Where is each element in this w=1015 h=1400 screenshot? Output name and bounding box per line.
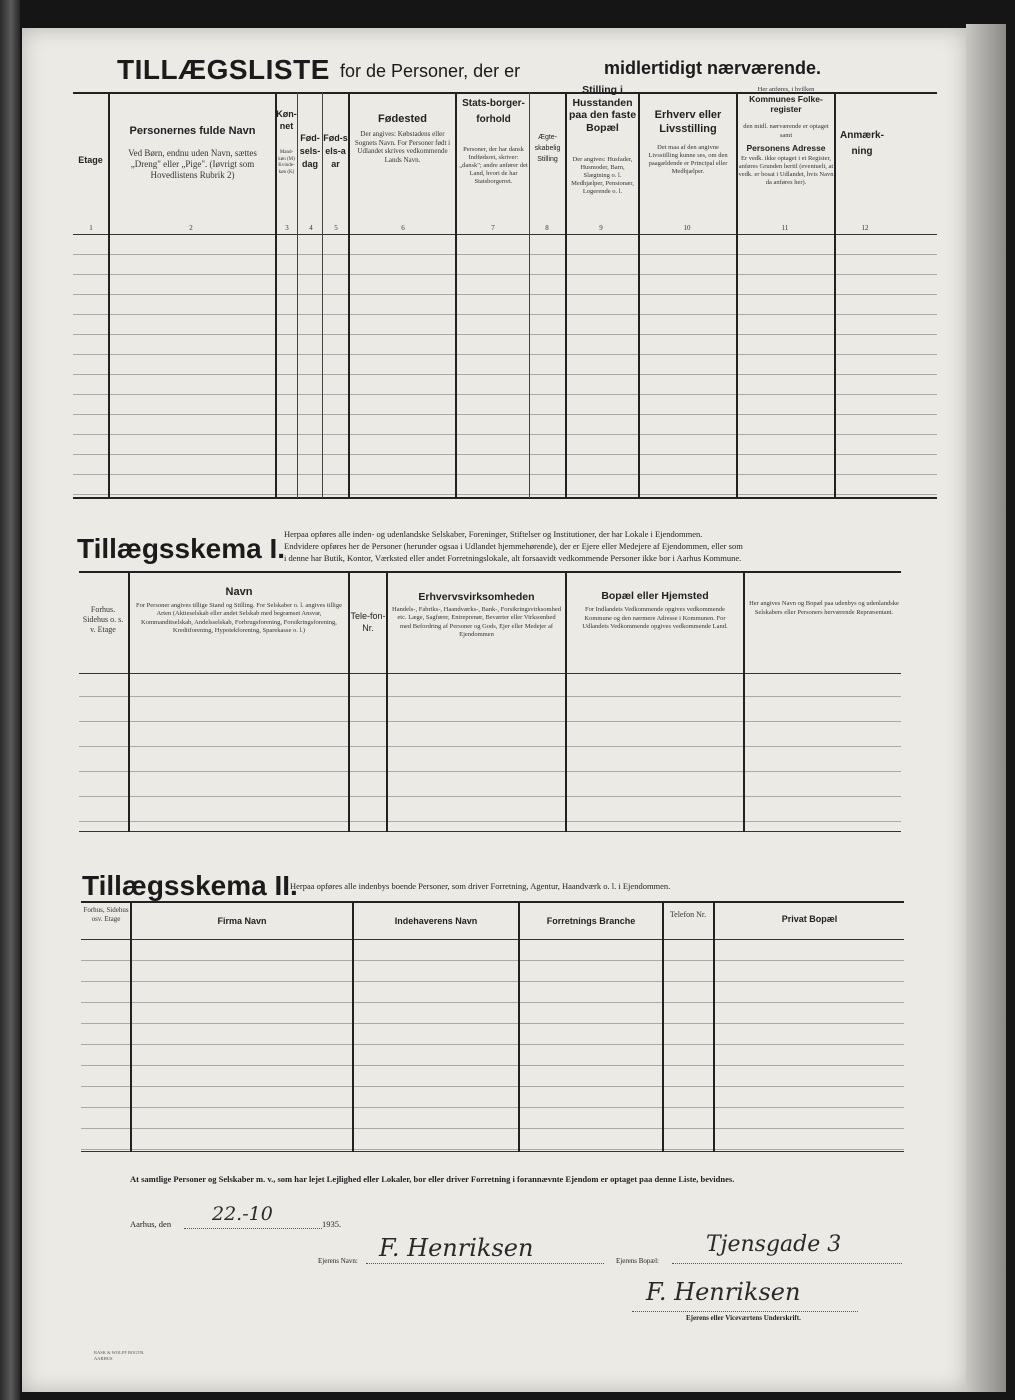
col-number: 7	[491, 224, 495, 232]
book-spine	[0, 0, 20, 1400]
schema2-col-firma: Firma Navn	[217, 916, 267, 926]
schema2-col-etage: Forhus, Sidehus osv. Etage	[83, 906, 129, 923]
col-occupation-sub: Det maa af den angivne Livsstilling kunne ses, om den paagældende er Principal eller Medhjælper.	[648, 144, 728, 175]
col-divider	[743, 571, 745, 832]
schema1-col-telefon: Tele-fon-Nr.	[350, 611, 386, 633]
ruled-row-line	[73, 494, 937, 495]
col-divider	[565, 92, 567, 498]
ruled-row-line	[79, 696, 901, 697]
col-number: 12	[861, 224, 869, 232]
schema1-col-erhverv: Erhvervsvirksomheden	[418, 591, 535, 603]
ruled-row-line	[81, 1107, 904, 1108]
ruled-row-line	[73, 274, 937, 275]
col-citizenship-head: Stats-borger-forhold	[462, 98, 525, 125]
ruled-row-line	[73, 254, 937, 255]
ruled-row-line	[81, 1149, 904, 1150]
schema1-intro-line1: Herpaa opføres alle inden- og udenlandske Selskaber, Foreninger, Stiftelser og Institutioner, der har Lokale i Ejendommen.	[284, 529, 703, 539]
col-number: 9	[599, 224, 603, 232]
printer-mark: RASK & WOLFF BOGTR. AARHUS	[94, 1350, 145, 1361]
schema2-header-bottom	[81, 939, 904, 940]
schema2-col-bopael: Privat Bopæl	[781, 914, 838, 924]
schema1-header-bottom	[79, 673, 901, 674]
ruled-row-line	[73, 434, 937, 435]
schema1-top	[79, 571, 901, 573]
col-divider	[455, 92, 457, 498]
col-birthplace-head: Fødested	[378, 113, 427, 125]
ruled-row-line	[81, 1002, 904, 1003]
col-number: 1	[89, 224, 93, 232]
ruled-row-line	[73, 474, 937, 475]
col-birthday-head: Fød-sels-dag	[299, 133, 321, 169]
next-page-edge	[966, 24, 1006, 1392]
col-occupation-head: Erhverv eller Livsstilling	[654, 109, 722, 135]
col-household-head: Stilling i Husstanden paa den faste Bopæl	[568, 84, 637, 134]
col-register-head: Kommunes Folke-register	[749, 94, 823, 114]
col-register-pre: Her anføres, i hvilken	[757, 86, 815, 93]
col-household-sub: Der angives: Husfader, Husmoder, Barn, Slægtning o. l. Medhjælper, Pensionær, Logerende o. l.	[571, 156, 634, 195]
schema1-col-bopael-sub: For Indlandets Vedkommende opgives vedkommende Kommune og den nærmere Adresse i Kommunen. For Udlandets Vedkommende opgives vedkommende Land.	[582, 606, 728, 630]
schema1-col-navn-sub: For Personer angives tillige Stand og Stilling. For Selskaber o. l. angives tillige Arten (Aktieselskab eller andet Selskab med begrænset Ansvar, Kommanditselskab, Andelsselskab, Forbrugsforening, Forsikringsforening, Kreditforening, Hypotekforening, Sparekasse o. l.)	[136, 602, 342, 634]
ruled-row-line	[73, 314, 937, 315]
date-line	[184, 1228, 322, 1229]
col-divider	[565, 571, 567, 832]
ruled-row-line	[73, 454, 937, 455]
signature-line	[632, 1311, 858, 1312]
form-title-sub: for de Personer, der er	[340, 61, 521, 81]
col-name-head: Personernes fulde Navn	[129, 125, 256, 137]
col-number: 2	[189, 224, 193, 232]
ruled-row-line	[73, 394, 937, 395]
owner-name-handwritten: F. Henriksen	[379, 1234, 534, 1262]
schema1-col-erhverv-sub: Handels-, Fabriks-, Haandværks-, Bank-, Forsikringsvirksomhed etc. Læge, Sagfører, Entreprenør, Beværter eller Virksomhed med Befordring af Personer og Gods, Ejer eller Medejer af Ejendommen	[392, 606, 561, 638]
ruled-row-line	[79, 746, 901, 747]
ruled-row-line	[79, 721, 901, 722]
col-etage-head: Etage	[78, 155, 103, 165]
col-number: 3	[285, 224, 289, 232]
schema1-col-bopael: Bopæl eller Hjemsted	[601, 590, 709, 602]
col-register-sub2: Er vedk. ikke optaget i et Register, anføres Grunden hertil (eventuelt, at vedk. er bosat i Udlandet, hvis Navn da anføres her).	[738, 155, 834, 186]
col-divider	[128, 571, 130, 832]
schema2-bottom	[81, 1151, 904, 1152]
main-table-bottom	[73, 497, 937, 499]
owner-name-label: Ejerens Navn:	[318, 1257, 358, 1265]
ruled-row-line	[81, 960, 904, 961]
col-number: 8	[545, 224, 549, 232]
schema2-col-indehaver: Indehaverens Navn	[394, 916, 478, 926]
col-divider	[386, 571, 388, 832]
signature-handwritten: F. Henriksen	[646, 1278, 801, 1306]
schema2-title: Tillægsskema II.	[82, 870, 298, 901]
schema2-col-branche: Forretnings Branche	[546, 916, 636, 926]
ruled-row-line	[81, 1065, 904, 1066]
col-divider	[108, 92, 110, 498]
col-name-sub: Ved Børn, endnu uden Navn, sættes „Dreng" eller „Pige". (Iøvrigt som Hovedlistens Rubrik 2)	[128, 148, 257, 180]
col-sex-sub: Mand-køn (M) Kvinde-køn (K)	[278, 150, 295, 175]
ruled-row-line	[81, 1128, 904, 1129]
ruled-row-line	[73, 414, 937, 415]
col-divider	[352, 901, 354, 1152]
schema1-col-navn: Navn	[225, 586, 253, 598]
schema1-intro-line2: Endvidere opføres her de Personer (herunder ogsaa i Udlandet hjemmehørende), der er Ejere eller Medejere af Ejendommen, eller som	[284, 541, 743, 551]
schema1-col-etage: Forhus. Sidehus o. s. v. Etage	[82, 605, 124, 634]
ruled-row-line	[81, 981, 904, 982]
schema1-intro-line3: i denne har Butik, Kontor, Værksted eller andet Forretningslokale, alt forsaavidt vedkommende Personer ikke bor i Aarhus Kommune.	[284, 553, 742, 563]
footer-year: 1935.	[322, 1219, 342, 1229]
ruled-row-line	[79, 821, 901, 822]
footer-declaration: At samtlige Personer og Selskaber m. v., som har lejet Lejlighed eller Lokaler, bor eller driver Forretning i forannævnte Ejendom er optaget paa denne Liste, bevidnes.	[130, 1174, 735, 1184]
ruled-row-line	[73, 374, 937, 375]
col-divider	[130, 901, 132, 1152]
col-sex-head: Køn-net	[276, 109, 297, 131]
col-number: 11	[781, 224, 789, 232]
main-table-header-bottom	[73, 234, 937, 235]
owner-addr-handwritten: Tjensgade 3	[706, 1232, 842, 1257]
schema2-col-telefon: Telefon Nr.	[669, 910, 707, 919]
col-divider	[518, 901, 520, 1152]
col-number: 6	[401, 224, 405, 232]
schema1-bottom	[79, 831, 901, 832]
owner-addr-label: Ejerens Bopæl:	[616, 1257, 659, 1265]
col-number: 5	[334, 224, 338, 232]
col-divider	[348, 92, 350, 498]
ruled-row-line	[79, 796, 901, 797]
ruled-row-line	[73, 334, 937, 335]
ruled-row-line	[79, 771, 901, 772]
schema1-title: Tillægsskema I.	[77, 533, 286, 564]
ruled-row-line	[81, 1044, 904, 1045]
schema2-intro: Herpaa opføres alle indenbys boende Personer, som driver Forretning, Agentur, Haandværk o. l. i Ejendommen.	[290, 881, 671, 891]
owner-name-line	[366, 1263, 604, 1264]
form-title-bold: midlertidigt nærværende.	[604, 58, 822, 78]
form-page	[22, 28, 966, 1392]
col-divider	[638, 92, 640, 498]
ruled-row-line	[73, 294, 937, 295]
col-birthyear-head: Fød-sels-aar	[323, 133, 348, 169]
owner-addr-line	[672, 1263, 902, 1264]
footer-city-label: Aarhus, den	[130, 1219, 172, 1229]
schema2-top	[81, 901, 904, 903]
col-divider	[713, 901, 715, 1152]
date-handwritten: 22.-10	[212, 1203, 273, 1225]
form-title: TILLÆGSLISTE	[117, 54, 330, 85]
ruled-row-line	[81, 1086, 904, 1087]
col-number: 4	[309, 224, 313, 232]
col-register-sub: den midl. nærværende er optaget samt	[743, 123, 829, 139]
col-divider	[662, 901, 664, 1152]
ruled-row-line	[81, 1023, 904, 1024]
schema1-col-repr: Her angives Navn og Bopæl paa udenbys og udenlandske Selskabers eller Personers herværende Repræsentant.	[749, 600, 899, 616]
col-number: 10	[683, 224, 691, 232]
col-marital-head: Ægte-skabelig Stilling	[534, 134, 561, 163]
col-birthplace-sub: Der angives: Købstadens eller Sognets Navn. For Personer født i Udlandet skrives vedkommende Lands Navn.	[354, 130, 451, 164]
signature-label: Ejerens eller Viceværtens Underskrift.	[686, 1314, 801, 1322]
ruled-row-line	[73, 354, 937, 355]
col-citizenship-sub: Personer, der har dansk Indfødsret, skriver: „dansk"; andre anfører det Land, hvori de har Statsborgerret.	[459, 146, 528, 185]
col-remarks-head: Anmærk-ning	[840, 130, 884, 157]
col-register-head2: Personens Adresse	[746, 143, 826, 153]
